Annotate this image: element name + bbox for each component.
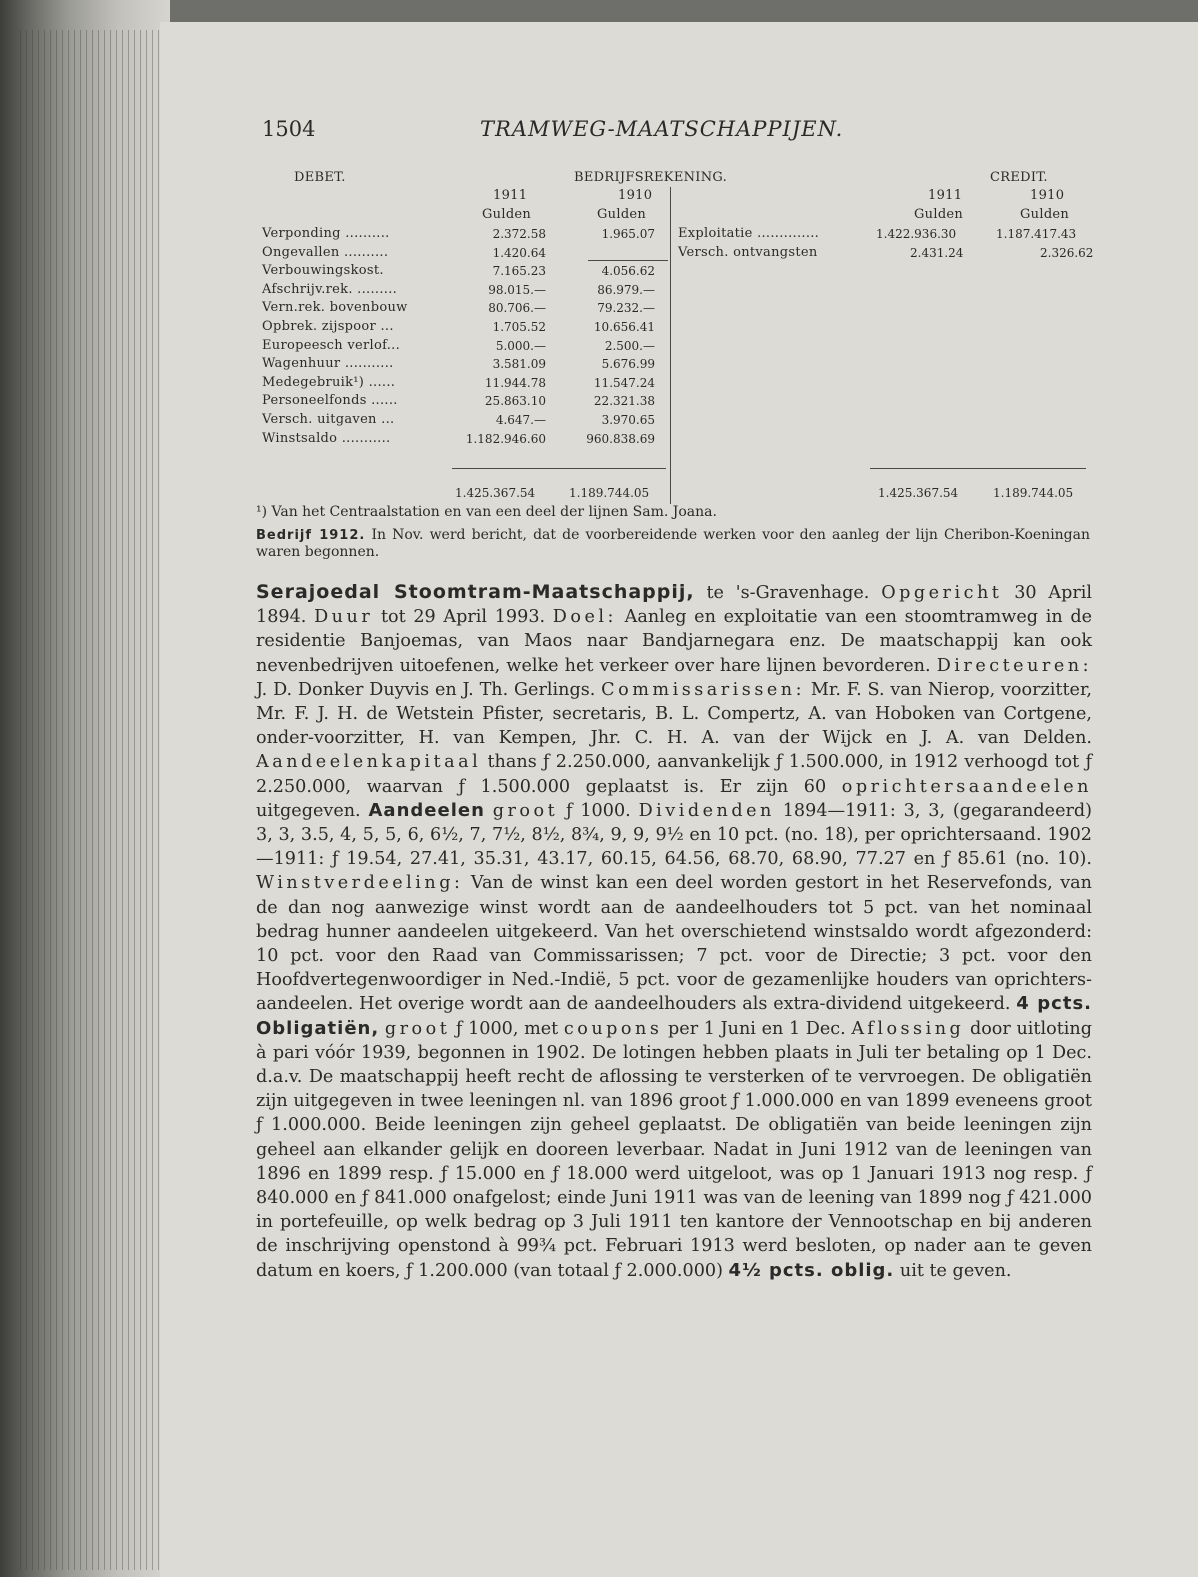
aflossing-value: door uitloting à pari vóór 1939, begonnen in 1902. De lotingen hebben plaats in Juli ter betaling op 1 Dec. d.a.v. De maatschappij heeft recht de aflossing te versterken of te vervroegen. De obligatiën zijn uitgegeven in twee leeningen nl. van 1896 groot ƒ 1.000.000 en van 1899 eveneens groot ƒ 1.000.000. Beide leeningen zijn geheel geplaatst. De obligatiën van beide leeningen zijn geheel aan elkander gelijk en dooreen leverbaar. Nadat in Juni 1912 van de leeningen van 1896 en 1899 resp. ƒ 15.000 en ƒ 18.000 werd uitgeloot, was op 1 Januari 1913 nog resp. ƒ 840.000 en ƒ 841.000 onafgelost; einde Juni 1911 was van de leening van 1899 nog ƒ 421.000 in portefeuille, op welk bedrag op 3 Juli 1911 ten kantore der Vennootschap en bij anderen de inschrijving openstond à 99¾ pct. Februari 1913 werd besloten, op nader aan te geven datum en koers, ƒ 1.200.000 (van totaal ƒ 2.000.000) (256, 1018, 1092, 1281)
credit-row-value-1911: 1.422.936.30 (876, 227, 957, 241)
debet-sum-rule (452, 468, 666, 469)
duur-value: tot 29 April 1993. (380, 607, 546, 628)
debet-row-value-1911: 11.944.78 (484, 376, 546, 390)
debet-unit-1911: Gulden (482, 207, 532, 222)
column-divider (670, 187, 671, 504)
oprichters-label: oprichtersaandeelen (841, 776, 1092, 797)
company-name: Serajoedal Stoomtram-Maatschappij, (256, 581, 695, 603)
debet-row-value-1911: 5.000.— (495, 339, 546, 353)
dash-rule (588, 260, 668, 261)
debet-row-label: Medegebruik¹) ...... (262, 375, 396, 390)
credit-sum-rule (870, 468, 1086, 469)
commissarissen-value: Mr. F. S. van Nierop, voorzitter, Mr. F. J. H. de Wetstein Pfister, secretaris, B. L. Compertz, A. van Hoboken van Cortgene, onder-voorzitter, H. van Kempen, Jhr. C. H. A. van der Wijck en J. A. van Delden. (256, 679, 1093, 749)
coupons-value: per 1 Juni en 1 Dec. (668, 1018, 846, 1039)
debet-row-label: Wagenhuur ........... (262, 356, 394, 371)
coupons-label: coupons (563, 1018, 663, 1039)
winstverdeeling-value: Van de winst kan een deel worden gestort in het Reservefonds, van de dan nog aanwezige winst wordt aan de aandeelhouders tot 5 pct. van het nominaal bedrag hunner aandeelen uitgekeerd. Van het overschietend winstsaldo wordt afgezonderd: 10 pct. voor den Raad van Commissarissen; 7 pct. voor de Directie; 3 pct. voor den Hoofdvertegenwoordiger in Ned.-Indië, 5 pct. voor de gezamenlijke houders van oprichters-aandeelen. Het overige wordt aan de aandeelhouders als extra-dividend uitgekeerd. (256, 873, 1092, 1015)
aandeelen-value: ƒ 1000. (566, 800, 631, 821)
debet-row-label: Winstsaldo ........... (262, 431, 391, 446)
debet-unit-1910: Gulden (597, 207, 647, 222)
debet-row-label: Opbrek. zijspoor ... (262, 319, 394, 334)
debet-total-1911: 1.425.367.54 (455, 486, 536, 500)
credit-row-label: Versch. ontvangsten (678, 245, 818, 260)
doel-label: Doel: (552, 607, 617, 628)
credit-year-1911: 1911 (928, 188, 963, 203)
debet-row-label: Verbouwingskost. (262, 263, 384, 278)
debet-row-value-1911: 3.581.09 (492, 357, 546, 371)
debet-row-value-1910: 10.656.41 (593, 320, 655, 334)
page-number: 1504 (262, 117, 316, 141)
debet-row-label: Ongevallen .......... (262, 245, 389, 260)
company-seat: te 's-Gravenhage. (706, 583, 870, 603)
commissarissen-label: Commissarissen: (601, 679, 806, 700)
aflossing-label: Aflossing (851, 1018, 965, 1039)
debet-year-1911: 1911 (493, 188, 528, 203)
debet-row-value-1910: 22.321.38 (593, 394, 655, 408)
credit-row-value-1910: 1.187.417.43 (996, 227, 1077, 241)
obligatien-label: 4 pcts. Obligatiën, (256, 993, 1092, 1039)
winstverdeeling-label: Winstverdeeling: (256, 873, 464, 894)
debet-row-label: Versch. uitgaven ... (262, 412, 395, 427)
credit-unit-1910: Gulden (1020, 207, 1070, 222)
obligatien-groot-value: ƒ 1000, met (455, 1018, 559, 1039)
debet-row-value-1910: 4.056.62 (601, 264, 655, 278)
credit-row-label: Exploitatie .............. (678, 226, 820, 241)
debet-row-label: Afschrijv.rek. ......... (262, 282, 398, 297)
page-edges (20, 30, 170, 1570)
debet-row-value-1911: 1.182.946.60 (465, 432, 546, 446)
account-title: BEDRIJFSREKENING. (574, 170, 728, 185)
debet-row-value-1910: 2.500.— (604, 339, 655, 353)
doel-value: Aanleg en exploitatie van een stoomtramweg in de residentie Banjoemas, van Maos naar Bandjarnegara enz. De maatschappij kan ook nevenbedrijven uitoefenen, welke het verkeer over hare lijnen bevorderen. (256, 607, 1093, 676)
kapitaal-value: thans ƒ 2.250.000, aanvankelijk ƒ 1.500.000, in 1912 verhoogd tot ƒ 2.250.000, waarvan ƒ 1.500.000 geplaatst is. Er zijn 60 (256, 752, 1093, 797)
credit-unit-1911: Gulden (914, 207, 964, 222)
directeuren-label: Directeuren: (936, 655, 1093, 676)
obligatien-groot-label: groot (384, 1018, 451, 1039)
oblig-label: 4½ pcts. oblig. (728, 1259, 895, 1281)
dividenden-value: 1894—1911: 3, 3, (gegarandeerd) 3, 3, 3.5, 4, 5, 5, 6, 6½, 7, 7½, 8½, 8¾, 9, 9, 9½ en 10 pct. (no. 18), per oprichtersaand. 1902—1911: ƒ 19.54, 27.41, 35.31, 43.17, 60.15, 64.56, 68.70, 68.90, 77.27 en ƒ 85.61 (no. 10). (256, 800, 1093, 870)
credit-row-value-1910: 2.326.62 (1040, 246, 1094, 260)
debet-year-1910: 1910 (618, 188, 653, 203)
debet-row-value-1911: 2.372.58 (492, 227, 546, 241)
debet-row-label: Personeelfonds ...... (262, 393, 398, 408)
book-spine (0, 0, 170, 1577)
groot-label: groot (492, 800, 559, 821)
debet-row-label: Europeesch verlof... (262, 338, 401, 353)
bedrijf-heading: Bedrijf 1912. (256, 528, 366, 543)
debet-row-value-1910: 79.232.— (597, 301, 655, 315)
footnote: ¹) Van het Centraalstation en van een deel der lijnen Sam. Joana. (256, 504, 717, 520)
debet-row-value-1911: 1.420.64 (492, 246, 546, 260)
debet-row-value-1910: 11.547.24 (593, 376, 655, 390)
credit-label: CREDIT. (990, 170, 1048, 185)
debet-row-label: Verponding .......... (262, 226, 390, 241)
debet-row-value-1911: 1.705.52 (492, 320, 546, 334)
opgericht-value: 30 April 1894. (256, 583, 1093, 628)
directeuren-value: J. D. Donker Duyvis en J. Th. Gerlings. (256, 679, 596, 700)
debet-total-1910: 1.189.744.05 (569, 486, 650, 500)
opgericht-label: Opgericht (881, 583, 1003, 603)
duur-label: Duur (314, 607, 374, 628)
debet-row-value-1911: 7.165.23 (492, 264, 546, 278)
debet-row-value-1910: 3.970.65 (601, 413, 655, 427)
debet-row-value-1911: 80.706.— (488, 301, 546, 315)
credit-total-1911: 1.425.367.54 (878, 486, 959, 500)
debet-row-value-1911: 25.863.10 (484, 394, 546, 408)
aandeelen-label: Aandeelen (368, 799, 485, 821)
debet-row-label: Vern.rek. bovenbouw (262, 300, 408, 315)
debet-row-value-1910: 5.676.99 (601, 357, 655, 371)
credit-row-value-1911: 2.431.24 (910, 246, 964, 260)
company-entry (256, 580, 1092, 1283)
debet-row-value-1911: 98.015.— (488, 283, 546, 297)
debet-row-value-1911: 4.647.— (495, 413, 546, 427)
debet-label: DEBET. (294, 170, 346, 185)
oprichters-value: uitgegeven. (256, 800, 361, 821)
running-title: TRAMWEG-MAATSCHAPPIJEN. (480, 117, 844, 141)
bedrijf-note (256, 527, 1090, 561)
kapitaal-label: Aandeelenkapitaal (256, 752, 482, 773)
debet-row-value-1910: 1.965.07 (601, 227, 655, 241)
credit-year-1910: 1910 (1030, 188, 1065, 203)
bedrijf-text: In Nov. werd bericht, dat de voorbereidende werken voor den aanleg der lijn Cheribon-Koeningan waren begonnen. (256, 527, 1091, 560)
debet-row-value-1910: 960.838.69 (586, 432, 655, 446)
dividenden-label: Dividenden (638, 800, 775, 821)
oblig-end: uit te geven. (899, 1260, 1012, 1281)
debet-row-value-1910: 86.979.— (597, 283, 655, 297)
credit-total-1910: 1.189.744.05 (993, 486, 1074, 500)
